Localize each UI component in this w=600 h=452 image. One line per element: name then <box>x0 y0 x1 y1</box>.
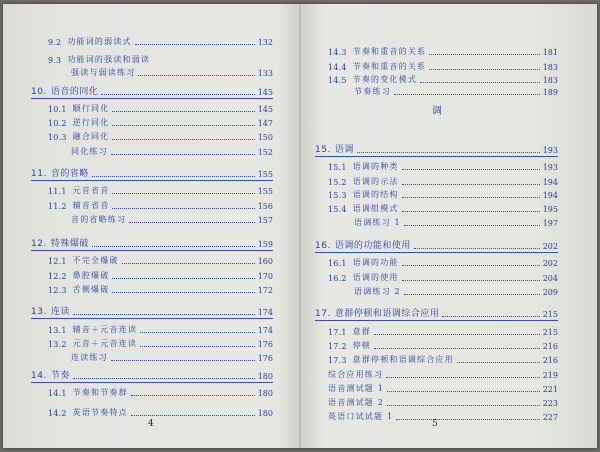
toc-number: 10.2 <box>48 119 67 128</box>
toc-entry <box>328 369 558 380</box>
toc-number: 14.4 <box>328 63 347 72</box>
dot-leader <box>140 346 255 347</box>
toc-page: 204 <box>542 274 558 283</box>
toc-title: 英语口试试题 1 <box>328 412 394 421</box>
toc-number: 12. <box>31 239 47 249</box>
toc-entry <box>328 161 558 172</box>
toc-entry <box>48 407 273 418</box>
chapter-rule <box>315 252 558 253</box>
dot-leader <box>73 314 255 315</box>
toc-page: 202 <box>542 259 558 268</box>
toc-page: 176 <box>257 354 273 363</box>
dot-leader <box>386 377 540 378</box>
toc-number: 16. <box>315 241 331 251</box>
toc-title: 语调的结构 <box>352 190 399 199</box>
toc-title: 语音测试题 2 <box>328 398 385 407</box>
toc-title: 音的省略 <box>50 169 89 179</box>
toc-title: 语音的同化 <box>50 87 99 97</box>
dot-leader <box>112 125 254 126</box>
toc-entry <box>328 46 558 57</box>
toc-entry <box>71 146 273 157</box>
toc-entry <box>48 117 273 128</box>
dot-leader <box>111 360 255 361</box>
dot-leader <box>374 334 540 335</box>
toc-number: 11. <box>31 169 47 179</box>
toc-entry <box>328 189 558 200</box>
toc-title: 语调的种类 <box>352 162 399 171</box>
toc-chapter <box>31 368 273 381</box>
dot-leader <box>404 225 540 226</box>
toc-entry <box>48 324 273 335</box>
toc-number: 11.1 <box>48 187 67 196</box>
toc-chapter <box>315 142 558 155</box>
toc-number: 17.3 <box>328 356 347 365</box>
toc-title: 不完全爆破 <box>72 256 119 265</box>
toc-page: 193 <box>542 163 558 172</box>
dot-leader <box>442 316 539 317</box>
dot-leader <box>122 263 255 264</box>
dot-leader <box>402 197 540 198</box>
toc-entry <box>48 103 273 114</box>
toc-number: 14.3 <box>328 48 347 57</box>
toc-number: 11.2 <box>48 202 67 211</box>
toc-title: 语调的使用 <box>352 273 399 282</box>
dot-leader <box>357 152 540 153</box>
toc-number: 16.1 <box>328 259 347 268</box>
toc-page: 183 <box>542 76 558 85</box>
toc-entry <box>328 74 558 85</box>
left-page <box>3 4 300 448</box>
toc-entry <box>71 67 273 78</box>
chapter-rule <box>31 318 273 319</box>
dot-leader <box>131 415 255 416</box>
dot-leader <box>402 211 540 212</box>
dot-leader <box>429 54 539 55</box>
toc-title: 语调的功能 <box>352 258 399 267</box>
dot-leader <box>112 139 254 140</box>
toc-title: 节奏和节奏群 <box>72 388 128 397</box>
toc-entry <box>48 200 273 211</box>
toc-page: 155 <box>257 187 273 196</box>
toc-title: 舌侧爆破 <box>72 285 110 294</box>
toc-entry <box>354 217 558 228</box>
toc-number: 13.1 <box>48 326 67 335</box>
toc-entry <box>354 286 558 297</box>
toc-number: 14.2 <box>48 409 67 418</box>
toc-page: 189 <box>542 88 558 97</box>
toc-title: 音的省略练习 <box>71 215 127 224</box>
toc-title: 语调的示法 <box>352 177 399 186</box>
toc-title: 元音＋元音连读 <box>72 339 138 348</box>
toc-page: 197 <box>542 219 558 228</box>
toc-page: 221 <box>542 385 558 394</box>
toc-entry <box>48 54 273 65</box>
toc-title: 意群 <box>352 327 372 336</box>
toc-title: 连读练习 <box>71 353 108 362</box>
chapter-rule <box>31 382 273 383</box>
toc-title: 功能词的弱读式 <box>67 37 132 46</box>
toc-title: 语调练习 1 <box>354 218 401 227</box>
toc-title: 元音省音 <box>72 186 110 195</box>
toc-number: 14.5 <box>328 76 347 85</box>
right-page <box>300 4 597 448</box>
dot-leader <box>457 362 540 363</box>
toc-page: 159 <box>257 240 273 249</box>
toc-entry <box>328 61 558 72</box>
dot-leader <box>112 292 254 293</box>
dot-leader <box>402 169 540 170</box>
toc-entry <box>48 185 273 196</box>
toc-entry <box>48 36 273 47</box>
toc-page: 156 <box>257 202 273 211</box>
toc-chapter <box>31 304 273 317</box>
toc-page: 180 <box>257 409 273 418</box>
toc-title: 顺行同化 <box>72 104 110 113</box>
toc-entry <box>328 257 558 268</box>
toc-page: 170 <box>257 272 273 281</box>
toc-page: 174 <box>257 308 273 317</box>
toc-number: 15. <box>315 145 331 155</box>
toc-number: 9.3 <box>48 56 62 65</box>
toc-chapter <box>315 238 558 251</box>
dot-leader <box>135 44 255 45</box>
dot-leader <box>131 395 255 396</box>
dot-leader <box>138 75 254 76</box>
toc-title: 英语节奏特点 <box>72 408 128 417</box>
toc-page: 155 <box>257 170 273 179</box>
toc-title: 语调的功能和使用 <box>334 241 411 251</box>
toc-title: 强读与弱读练习 <box>71 68 136 77</box>
toc-entry <box>328 383 558 394</box>
dot-leader <box>404 294 540 295</box>
toc-page: 219 <box>542 371 558 380</box>
toc-chapter <box>31 236 273 249</box>
chapter-rule <box>31 250 273 251</box>
dot-leader <box>396 419 539 420</box>
chapter-rule <box>315 156 558 157</box>
toc-entry <box>48 387 273 398</box>
toc-title: 特殊爆破 <box>50 239 89 249</box>
toc-page: 195 <box>542 205 558 214</box>
toc-number: 12.3 <box>48 286 67 295</box>
toc-page: 160 <box>257 257 273 266</box>
toc-entry <box>328 411 558 422</box>
toc-page: 180 <box>257 372 273 381</box>
toc-number: 17. <box>315 309 331 319</box>
toc-entry <box>328 354 558 365</box>
dot-leader <box>92 176 255 177</box>
chapter-rule <box>31 98 273 99</box>
toc-page: 180 <box>257 389 273 398</box>
dot-leader <box>387 405 540 406</box>
chapter-rule <box>315 320 558 321</box>
dot-leader <box>402 280 540 281</box>
toc-entry <box>328 397 558 408</box>
right-page-number: 5 <box>432 419 438 429</box>
toc-page: 145 <box>257 88 273 97</box>
toc-chapter <box>315 306 558 319</box>
toc-page: 209 <box>542 288 558 297</box>
toc-number: 10. <box>31 87 47 97</box>
chapter-rule <box>31 180 273 181</box>
dot-leader <box>420 82 540 83</box>
toc-title: 意群停顿和语调综合应用 <box>352 355 454 364</box>
toc-page: 183 <box>542 63 558 72</box>
toc-page: 150 <box>257 133 273 142</box>
toc-title: 综合应用练习 <box>328 370 384 379</box>
toc-entry <box>328 326 558 337</box>
toc-page: 202 <box>542 242 558 251</box>
toc-number: 15.1 <box>328 163 347 172</box>
toc-entry <box>48 338 273 349</box>
toc-title: 辅音＋元音连读 <box>72 325 138 334</box>
toc-page: 152 <box>257 148 273 157</box>
toc-title: 停顿 <box>352 341 372 350</box>
toc-number: 17.1 <box>328 328 347 337</box>
toc-number: 13.2 <box>48 340 67 349</box>
toc-page: 216 <box>542 356 558 365</box>
toc-entry <box>48 255 273 266</box>
dot-leader <box>101 94 254 95</box>
toc-title: 语调组模式 <box>352 204 399 213</box>
toc-page: 133 <box>257 69 273 78</box>
dot-leader <box>73 378 255 379</box>
toc-entry <box>48 284 273 295</box>
toc-title: 节奏练习 <box>354 87 391 96</box>
toc-page: 215 <box>542 328 558 337</box>
toc-page: 145 <box>257 105 273 114</box>
toc-title: 意群停顿和语调综合应用 <box>334 309 440 319</box>
dot-leader <box>112 193 254 194</box>
toc-title: 语调练习 2 <box>354 287 401 296</box>
toc-number: 9.2 <box>48 38 62 47</box>
dot-leader <box>394 94 540 95</box>
toc-title: 语音测试题 1 <box>328 384 385 393</box>
dot-leader <box>414 248 540 249</box>
toc-page: 132 <box>257 38 273 47</box>
toc-chapter <box>31 84 273 97</box>
toc-number: 10.1 <box>48 105 67 114</box>
dot-leader <box>402 265 540 266</box>
toc-title: 节奏的变化模式 <box>352 75 418 84</box>
toc-entry <box>328 272 558 283</box>
toc-page: 174 <box>257 326 273 335</box>
toc-entry <box>71 352 273 363</box>
dot-leader <box>112 208 254 209</box>
toc-number: 15.3 <box>328 191 347 200</box>
toc-title: 连读 <box>50 307 70 317</box>
toc-page: 194 <box>542 178 558 187</box>
toc-page: 172 <box>257 286 273 295</box>
toc-number: 15.2 <box>328 178 347 187</box>
dot-leader <box>402 184 540 185</box>
dot-leader <box>429 69 539 70</box>
toc-number: 12.2 <box>48 272 67 281</box>
toc-entry <box>328 203 558 214</box>
toc-number: 12.1 <box>48 257 67 266</box>
dot-leader <box>374 348 540 349</box>
toc-entry <box>354 86 558 97</box>
dot-leader <box>140 332 255 333</box>
toc-page: 227 <box>542 413 558 422</box>
dot-leader <box>129 222 255 223</box>
toc-entry <box>48 131 273 142</box>
book-spread <box>3 4 597 448</box>
toc-page: 193 <box>542 146 558 155</box>
toc-entry <box>328 176 558 187</box>
toc-number: 13. <box>31 307 47 317</box>
toc-title: 辅音省音 <box>72 201 110 210</box>
toc-number: 17.2 <box>328 342 347 351</box>
toc-title: 逆行同化 <box>72 118 110 127</box>
left-page-number: 4 <box>148 419 154 429</box>
toc-entry <box>48 270 273 281</box>
toc-page: 176 <box>257 340 273 349</box>
toc-title: 鼻腔爆破 <box>72 271 110 280</box>
toc-chapter <box>31 166 273 179</box>
toc-page: 216 <box>542 342 558 351</box>
toc-title: 语调 <box>334 145 354 155</box>
toc-number: 16.2 <box>328 274 347 283</box>
toc-title: 同化练习 <box>71 147 108 156</box>
toc-entry <box>71 214 273 225</box>
dot-leader <box>92 246 255 247</box>
toc-page: 147 <box>257 119 273 128</box>
toc-number: 10.3 <box>48 133 67 142</box>
toc-number: 14. <box>31 371 47 381</box>
section-heading: 调 <box>432 106 442 117</box>
toc-entry <box>328 340 558 351</box>
dot-leader <box>111 154 255 155</box>
toc-page: 215 <box>542 310 558 319</box>
dot-leader <box>387 391 540 392</box>
toc-page: 181 <box>542 48 558 57</box>
toc-title: 节奏 <box>50 371 70 381</box>
toc-page: 194 <box>542 191 558 200</box>
toc-number: 15.4 <box>328 205 347 214</box>
dot-leader <box>112 278 254 279</box>
toc-title: 功能词的强读和弱读 <box>67 55 151 64</box>
toc-page: 223 <box>542 399 558 408</box>
toc-title: 节奏和重音的关系 <box>352 62 427 71</box>
dot-leader <box>112 111 254 112</box>
toc-title: 节奏和重音的关系 <box>352 47 427 56</box>
toc-number: 14.1 <box>48 389 67 398</box>
toc-page: 157 <box>257 216 273 225</box>
toc-title: 融合同化 <box>72 132 110 141</box>
